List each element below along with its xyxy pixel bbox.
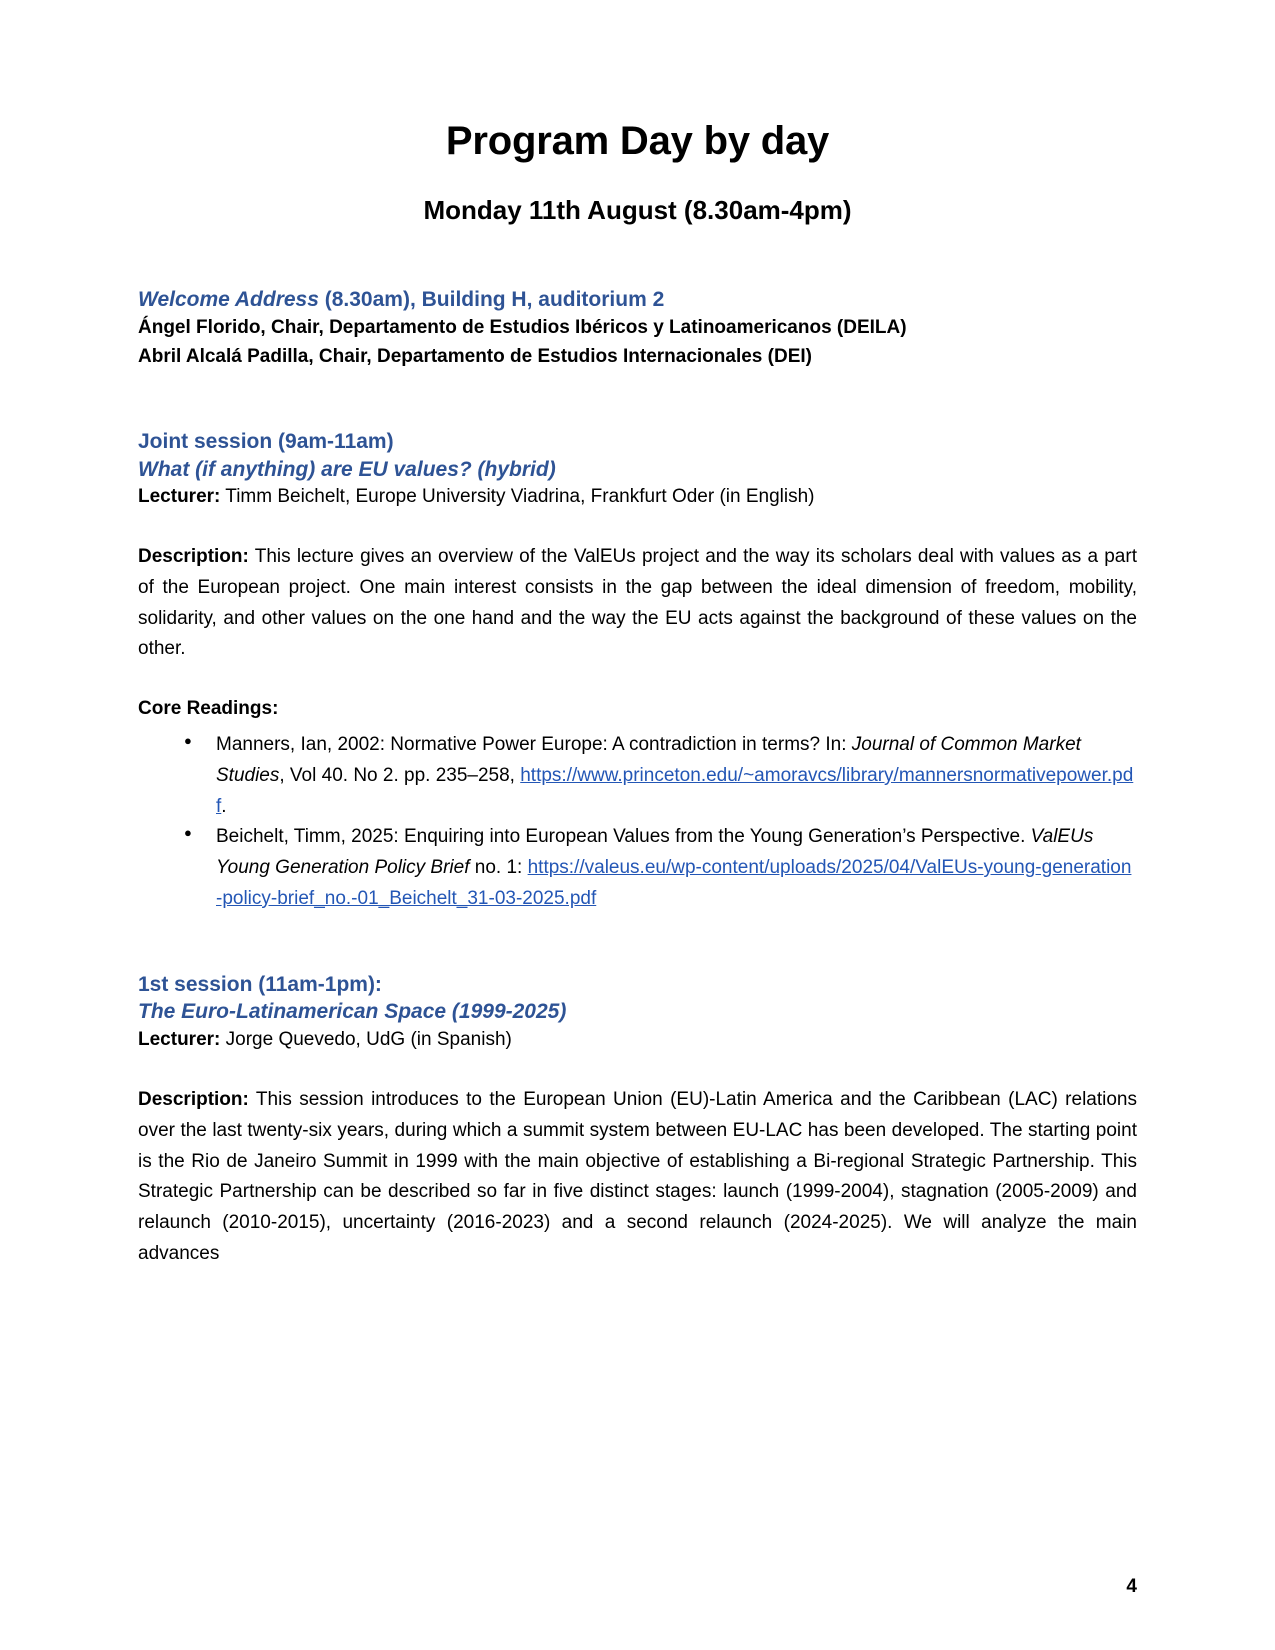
lecturer-label: Lecturer: bbox=[138, 1029, 221, 1051]
welcome-person-1: Ángel Florido, Chair, Departamento de Estudios Ibéricos y Latinoamericanos (DEILA) bbox=[138, 317, 907, 339]
core-readings-list bbox=[138, 730, 1137, 915]
reading-text-1: Beichelt, Timm, 2025: Enquiring into European Values from the Young Generation’s Perspective. bbox=[216, 826, 1031, 848]
joint-session-subheading: What (if anything) are EU values? (hybrid) bbox=[138, 457, 556, 481]
welcome-address-heading-rest: (8.30am), Building H, auditorium 2 bbox=[318, 288, 665, 312]
reading-text-2: , Vol 40. No 2. pp. 235–258, bbox=[279, 764, 521, 786]
lecturer-value: Timm Beichelt, Europe University Viadrina, Frankfurt Oder (in English) bbox=[220, 486, 815, 508]
core-readings-label: Core Readings: bbox=[138, 698, 279, 720]
joint-session-section bbox=[138, 428, 1137, 915]
first-session-lecturer bbox=[138, 1026, 1137, 1055]
page-subtitle: Monday 11th August (8.30am-4pm) bbox=[423, 195, 852, 226]
first-session-section bbox=[138, 971, 1137, 1270]
first-session-heading: 1st session (11am-1pm): bbox=[138, 972, 382, 996]
lecturer-label: Lecturer: bbox=[138, 486, 221, 508]
description-label: Description: bbox=[138, 546, 249, 568]
page-number: 4 bbox=[1126, 1576, 1137, 1597]
reading-text-1: Manners, Ian, 2002: Normative Power Europe: A contradiction in terms? In: bbox=[216, 734, 852, 756]
list-item bbox=[138, 730, 1137, 822]
reading-italic-1: ValEUs Young Generation Policy Brief bbox=[216, 826, 1094, 879]
spacer bbox=[138, 1055, 1137, 1085]
welcome-address-heading bbox=[138, 286, 1137, 314]
spacer bbox=[138, 226, 1137, 286]
description-label: Description: bbox=[138, 1089, 249, 1110]
welcome-address-heading-italic: Welcome Address bbox=[138, 288, 319, 312]
joint-session-lecturer bbox=[138, 483, 1137, 512]
first-session-subheading: The Euro-Latinamerican Space (1999-2025) bbox=[138, 1000, 567, 1024]
lecturer-value: Jorge Quevedo, UdG (in Spanish) bbox=[220, 1029, 512, 1051]
reading-link[interactable]: https://valeus.eu/wp-content/uploads/2025/04/ValEUs-young-generation-policy-brief_no.-01_Beichelt_31-03-2025.pdf bbox=[216, 857, 1132, 909]
joint-session-description bbox=[138, 542, 1137, 665]
first-session-description bbox=[138, 1085, 1137, 1270]
page-title: Program Day by day bbox=[445, 119, 830, 163]
reading-link[interactable]: https://www.princeton.edu/~amoravcs/library/mannersnormativepower.pdf bbox=[216, 764, 1134, 817]
spacer bbox=[138, 915, 1137, 971]
welcome-address-section bbox=[138, 286, 1137, 371]
welcome-person-2: Abril Alcalá Padilla, Chair, Departamento de Estudios Internacionales (DEI) bbox=[138, 345, 812, 367]
spacer bbox=[138, 372, 1137, 428]
reading-text-3: . bbox=[221, 795, 227, 817]
list-item bbox=[138, 822, 1137, 914]
spacer bbox=[138, 512, 1137, 542]
description-value: This lecture gives an overview of the ValEUs project and the way its scholars deal with values as a part of the European project. One main interest consists in the gap between the ideal dimension of freedom, mobility, solidarity, and other values on the one hand and the way the EU acts against the background of these values on the other. bbox=[138, 546, 1137, 660]
reading-italic-1: Journal of Common Market Studies bbox=[216, 734, 1081, 786]
spacer bbox=[138, 665, 1137, 695]
joint-session-heading: Joint session (9am-11am) bbox=[138, 429, 394, 453]
reading-text-2: no. 1: bbox=[469, 857, 528, 879]
description-value: This session introduces to the European Union (EU)-Latin America and the Caribbean (LAC) relations over the last twenty-six years, during which a summit system between EU-LAC has been developed. The starting point is the Rio de Janeiro Summit in 1999 with the main objective of establishing a Bi-regional Strategic Partnership. This Strategic Partnership can be described so far in five distinct stages: launch (1999-2004), stagnation (2005-2009) and relaunch (2010-2015), uncertainty (2016-2023) and a second relaunch (2024-2025). We will analyze the main advances bbox=[138, 1089, 1137, 1264]
